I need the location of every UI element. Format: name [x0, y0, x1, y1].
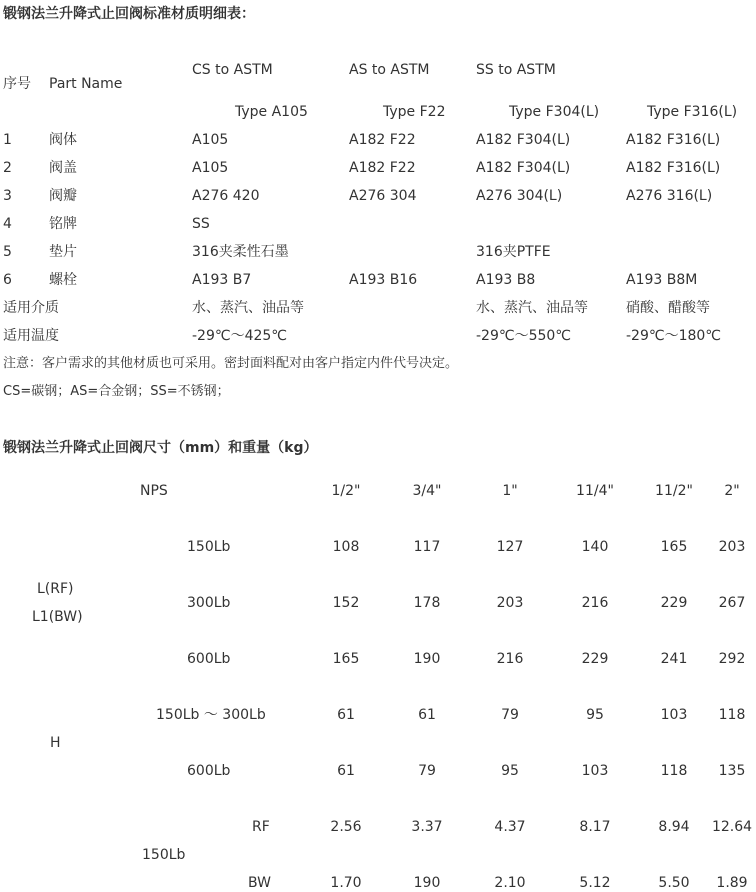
cell-value: 190 [413, 875, 441, 891]
row-ss316: A182 F316(L) [626, 132, 721, 148]
row-part: 阀瓣 [49, 188, 77, 204]
medium-label: 适用介质 [3, 300, 59, 316]
size-header: 11/4" [576, 483, 614, 499]
cell-value: 12.64 [711, 819, 753, 835]
header-no: 序号 [3, 76, 31, 92]
medium-ss304: 水、蒸汽、油品等 [476, 300, 588, 316]
cell-value: 190 [413, 651, 441, 667]
row-no: 4 [3, 216, 12, 232]
cell-value: 1.89 [716, 875, 748, 891]
cell-value: 216 [581, 595, 609, 611]
materials-note: 注意：客户需求的其他材质也可采用。密封面料配对由客户指定内件代号决定。 [3, 356, 459, 371]
cell-value: 140 [581, 539, 609, 555]
pressure-class: 150Lb [187, 539, 231, 555]
header-type-a105: Type A105 [235, 104, 308, 120]
cell-value: 2.10 [494, 875, 526, 891]
size-header: 1/2" [331, 483, 361, 499]
end-type: RF [252, 819, 270, 835]
cell-value: 127 [496, 539, 524, 555]
row-part: 螺栓 [49, 272, 77, 288]
row-no: 6 [3, 272, 12, 288]
cell-value: 165 [332, 651, 360, 667]
cell-value: 61 [337, 707, 355, 723]
cell-value: 4.37 [494, 819, 526, 835]
l-rf-label: L(RF) [37, 581, 74, 597]
cell-value: 152 [332, 595, 360, 611]
cell-value: 203 [718, 539, 746, 555]
cell-value: 79 [501, 707, 519, 723]
row-ss316: A276 316(L) [626, 188, 713, 204]
row-ss304: A182 F304(L) [476, 160, 571, 176]
cell-value: 241 [660, 651, 688, 667]
cell-value: 103 [581, 763, 609, 779]
row-ss316: A182 F316(L) [626, 160, 721, 176]
cell-value: 292 [718, 651, 746, 667]
cell-value: 108 [332, 539, 360, 555]
header-as: AS to ASTM [349, 62, 430, 78]
row-no: 2 [3, 160, 12, 176]
row-no: 1 [3, 132, 12, 148]
cell-value: 95 [501, 763, 519, 779]
row-part: 铭牌 [49, 216, 77, 232]
cell-value: 8.17 [579, 819, 611, 835]
cell-value: 5.12 [579, 875, 611, 891]
cell-value: 229 [660, 595, 688, 611]
cell-value: 61 [418, 707, 436, 723]
header-ss: SS to ASTM [476, 62, 556, 78]
cell-value: 118 [718, 707, 746, 723]
cell-value: 216 [496, 651, 524, 667]
header-cs: CS to ASTM [192, 62, 273, 78]
pressure-class: 600Lb [187, 763, 231, 779]
nps-label: NPS [140, 483, 168, 499]
cell-value: 229 [581, 651, 609, 667]
weight-class-label: 150Lb [142, 847, 186, 863]
row-ss304: 316夹PTFE [476, 244, 551, 260]
row-cs: A105 [192, 132, 229, 148]
row-no: 5 [3, 244, 12, 260]
row-cs: A105 [192, 160, 229, 176]
temperature-ss316: -29℃～180℃ [626, 328, 722, 344]
medium-cs: 水、蒸汽、油品等 [192, 300, 304, 316]
cell-value: 5.50 [658, 875, 690, 891]
row-part: 垫片 [49, 244, 77, 260]
row-part: 阀盖 [49, 160, 77, 176]
materials-legend: CS=碳钢；AS=合金钢；SS=不锈钢； [3, 384, 230, 399]
cell-value: 117 [413, 539, 441, 555]
cell-value: 3.37 [411, 819, 443, 835]
row-as: A182 F22 [349, 160, 416, 176]
cell-value: 267 [718, 595, 746, 611]
row-ss304: A193 B8 [476, 272, 536, 288]
pressure-class: 150Lb ～ 300Lb [156, 707, 266, 723]
header-type-f304: Type F304(L) [509, 104, 600, 120]
materials-heading: 锻钢法兰升降式止回阀标准材质明细表： [3, 6, 255, 22]
header-type-f22: Type F22 [383, 104, 446, 120]
pressure-class: 600Lb [187, 651, 231, 667]
row-ss304: A276 304(L) [476, 188, 563, 204]
row-as: A182 F22 [349, 132, 416, 148]
cell-value: 95 [586, 707, 604, 723]
cell-value: 1.70 [330, 875, 362, 891]
cell-value: 8.94 [658, 819, 690, 835]
cell-value: 203 [496, 595, 524, 611]
header-type-f316: Type F316(L) [647, 104, 738, 120]
medium-ss316: 硝酸、醋酸等 [626, 300, 710, 316]
row-ss304: A182 F304(L) [476, 132, 571, 148]
cell-value: 178 [413, 595, 441, 611]
dimensions-heading: 锻钢法兰升降式止回阀尺寸（mm）和重量（kg） [3, 440, 318, 456]
cell-value: 79 [418, 763, 436, 779]
size-header: 2" [724, 483, 740, 499]
size-header: 11/2" [655, 483, 693, 499]
size-header: 1" [502, 483, 518, 499]
row-cs: A193 B7 [192, 272, 252, 288]
header-part-name: Part Name [49, 76, 123, 92]
row-cs: SS [192, 216, 210, 232]
cell-value: 165 [660, 539, 688, 555]
temperature-label: 适用温度 [3, 328, 59, 344]
row-cs: 316夹柔性石墨 [192, 244, 289, 260]
row-cs: A276 420 [192, 188, 260, 204]
cell-value: 118 [660, 763, 688, 779]
row-ss316: A193 B8M [626, 272, 698, 288]
row-as: A276 304 [349, 188, 417, 204]
row-as: A193 B16 [349, 272, 418, 288]
end-type: BW [248, 875, 271, 891]
temperature-ss304: -29℃～550℃ [476, 328, 572, 344]
size-header: 3/4" [412, 483, 442, 499]
row-part: 阀体 [49, 132, 77, 148]
cell-value: 135 [718, 763, 746, 779]
pressure-class: 300Lb [187, 595, 231, 611]
cell-value: 2.56 [330, 819, 362, 835]
temperature-cs: -29℃～425℃ [192, 328, 288, 344]
h-label: H [50, 735, 61, 751]
cell-value: 103 [660, 707, 688, 723]
row-no: 3 [3, 188, 12, 204]
l1-bw-label: L1(BW) [32, 609, 83, 625]
cell-value: 61 [337, 763, 355, 779]
